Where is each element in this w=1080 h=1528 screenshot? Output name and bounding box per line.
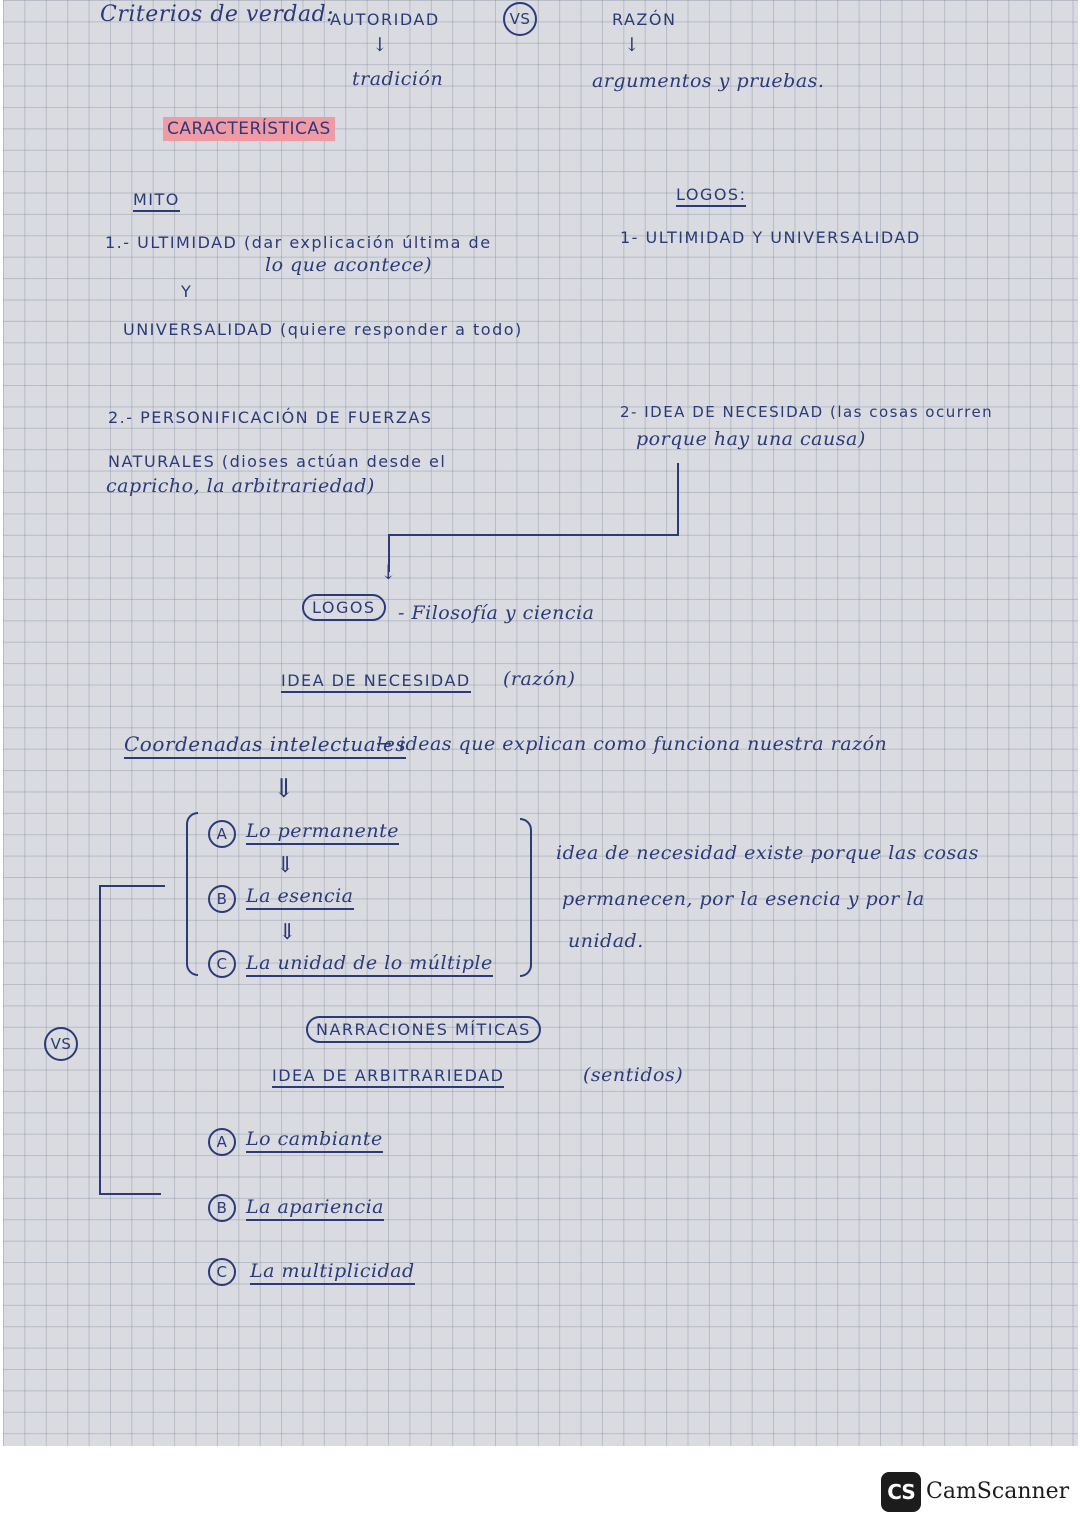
item-la-esencia: La esencia bbox=[246, 885, 354, 910]
connector-arrow-icon: ↓ bbox=[380, 560, 398, 584]
marker-c2-icon: C bbox=[208, 1258, 236, 1286]
tradicion-label: tradición bbox=[352, 68, 444, 90]
mito-heading: MITO bbox=[133, 190, 180, 212]
down-arrow-icon-right: ↓ bbox=[624, 34, 641, 56]
vs-bracket-vertical bbox=[99, 885, 101, 1195]
logos-point2-line2: porque hay una causa) bbox=[636, 428, 866, 450]
logos-point1: 1- ULTIMIDAD Y UNIVERSALIDAD bbox=[620, 228, 921, 247]
marker-b2-icon: B bbox=[208, 1194, 236, 1222]
item-unidad-multiple: La unidad de lo múltiple bbox=[246, 952, 493, 977]
criterios-title: Criterios de verdad: bbox=[100, 2, 335, 27]
mito-point1-line2: lo que acontece) bbox=[265, 254, 433, 276]
argumentos-label: argumentos y pruebas. bbox=[592, 70, 825, 92]
sentidos-label: (sentidos) bbox=[583, 1064, 684, 1086]
down-arrow-icon: ↓ bbox=[372, 34, 389, 56]
graph-paper-sheet bbox=[3, 0, 1078, 1446]
marker-a-icon: A bbox=[208, 820, 236, 848]
logos-point2-line1: 2- IDEA DE NECESIDAD (las cosas ocurren bbox=[620, 403, 994, 421]
razon-paren: (razón) bbox=[503, 668, 576, 690]
marker-b-icon: B bbox=[208, 885, 236, 913]
connector-horizontal bbox=[388, 534, 679, 536]
razon-label: RAZÓN bbox=[612, 10, 677, 29]
mito-y: Y bbox=[181, 282, 193, 301]
left-brace bbox=[186, 812, 198, 976]
idea-arbitrariedad-heading: IDEA DE ARBITRARIEDAD bbox=[272, 1066, 504, 1088]
vs-circle-left: VS bbox=[44, 1027, 78, 1061]
item-lo-permanente: Lo permanente bbox=[246, 820, 399, 845]
mito-point2-line2: NATURALES (dioses actúan desde el bbox=[108, 452, 447, 471]
idea-necesidad-heading: IDEA DE NECESIDAD bbox=[281, 671, 471, 693]
mito-point2-line1: 2.- PERSONIFICACIÓN DE FUERZAS bbox=[108, 408, 433, 427]
coordenadas-explanation: → ideas que explican como funciona nuestra razón bbox=[376, 733, 888, 755]
vs-bracket-top bbox=[99, 885, 165, 887]
logos-oval-box: LOGOS bbox=[302, 594, 386, 621]
narraciones-oval-box: NARRACIONES MÍTICAS bbox=[306, 1016, 541, 1043]
right-brace bbox=[520, 818, 532, 977]
mito-point1-line3: UNIVERSALIDAD (quiere responder a todo) bbox=[123, 320, 523, 339]
arrow-a-b-icon: ⇓ bbox=[276, 853, 295, 878]
arrow-b-c-icon: ⇓ bbox=[278, 920, 297, 945]
coordenadas-label: Coordenadas intelectuales bbox=[124, 732, 406, 759]
caracteristicas-highlight: CARACTERÍSTICAS bbox=[163, 117, 335, 141]
camscanner-logo-icon: CS bbox=[881, 1472, 921, 1512]
logos-heading: LOGOS: bbox=[676, 185, 746, 207]
note-line3: unidad. bbox=[568, 930, 644, 952]
note-line1: idea de necesidad existe porque las cosas bbox=[556, 842, 979, 864]
filosofia-label: - Filosofía y ciencia bbox=[398, 602, 595, 624]
item-la-apariencia: La apariencia bbox=[246, 1196, 384, 1221]
connector-vertical bbox=[677, 463, 679, 536]
item-lo-cambiante: Lo cambiante bbox=[246, 1128, 383, 1153]
marker-a2-icon: A bbox=[208, 1128, 236, 1156]
vs-bracket-bottom bbox=[99, 1193, 161, 1195]
double-down-arrow-icon: ⇓ bbox=[273, 774, 296, 804]
camscanner-brand: CamScanner bbox=[926, 1479, 1070, 1504]
autoridad-label: AUTORIDAD bbox=[330, 10, 440, 29]
mito-point2-line3: capricho, la arbitrariedad) bbox=[106, 475, 375, 497]
item-la-multiplicidad: La multiplicidad bbox=[250, 1260, 415, 1285]
vs-circle-top: VS bbox=[503, 2, 537, 36]
marker-c-icon: C bbox=[208, 950, 236, 978]
note-line2: permanecen, por la esencia y por la bbox=[562, 888, 925, 910]
mito-point1-line1: 1.- ULTIMIDAD (dar explicación última de bbox=[105, 233, 492, 252]
